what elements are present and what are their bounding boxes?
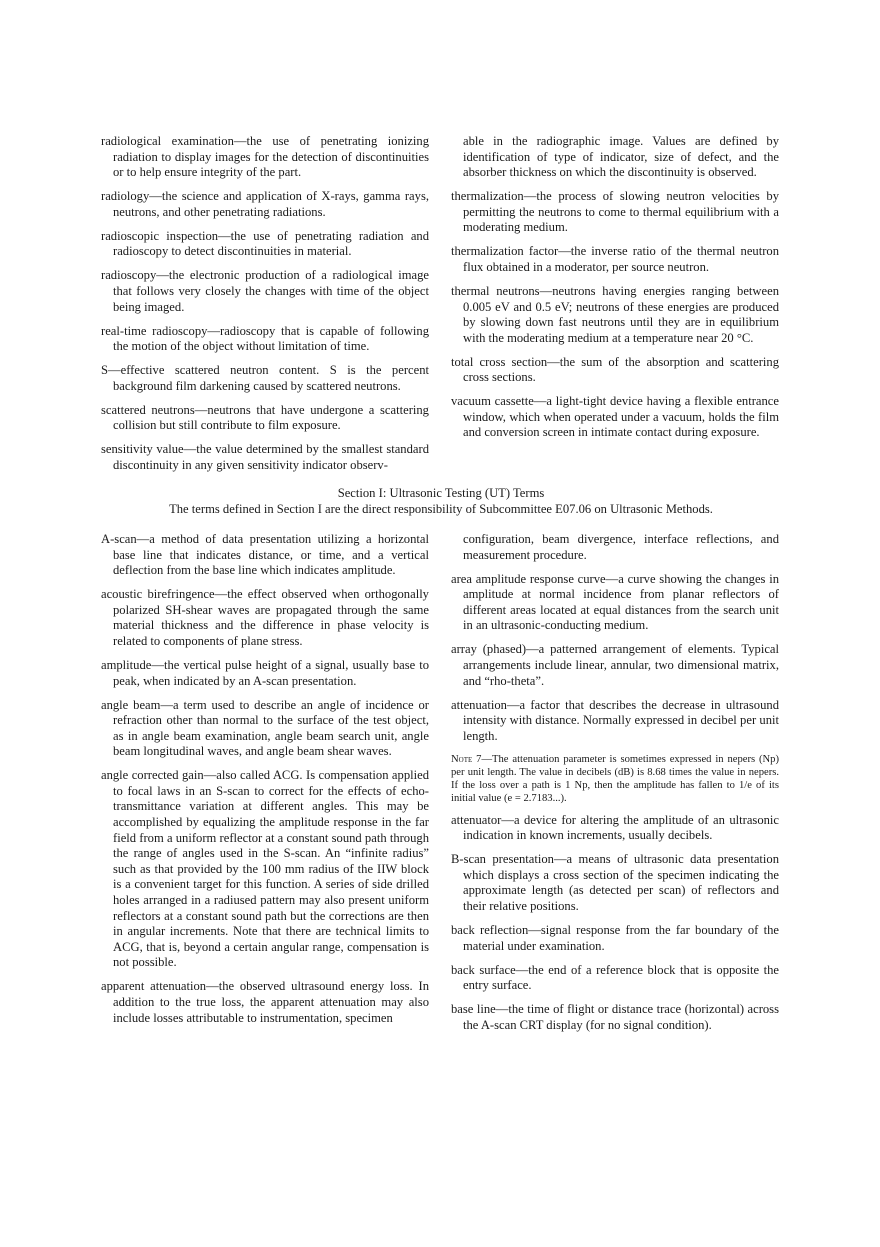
entry-definition: a means of ultrasonic data presentation which displays a cross section of the specimen indicating the approximate length (as detected per scan) of reflectors and their relative positions. [463,852,780,914]
entry-definition: also called ACG. Is compensation applied to focal laws in an S-scan to correct for the effects of echo-transmittance variation at different angles. This may be accomplished by equalizing the amplitude response in the far field from a uniform reflector at a constant sound path through the range of angles used in the S-scan. An “infinite radius” such as that provided by the 100 mm radius of the IIW block is a convenient target for this function. A series of side drilled holes arranged in a radiused pattern may also present uniform reflectors at a constant sound path but the corrections are then in angular increments. Note that there are technical limits to ACG, that is, beyond a certain angular range, compensation is not possible. [113,768,430,970]
entry-term: back reflection [451,923,529,938]
entry-definition: the science and application of X-rays, gamma rays, neutrons, and other penetrating radiations. [113,189,429,219]
entry-term: real-time radioscopy [101,323,208,338]
entry-definition: signal response from the far boundary of the material under examination. [463,923,779,953]
entry-definition: a light-tight device having a flexible entrance window, which when operated under a vacuum, holds the film and conversion screen in intimate contact during exposure. [463,394,779,440]
entry-term: area amplitude response curve [451,571,606,586]
glossary-entry: real-time radioscopy—radioscopy that is capable of following the motion of the object without limitation of time. [101,323,430,354]
column-bottom-right [451,532,779,1042]
glossary-entry-continuation: configuration, beam divergence, interface reflections, and measurement procedure. [463,532,779,562]
note-label: Note 7 [451,753,482,765]
entry-definition: a factor that describes the decrease in ultrasound intensity with distance. Normally expressed in decibel per unit length. [463,697,779,743]
entry-definition: the use of penetrating ionizing radiation to display images for the detection of discontinuities or to help ensure integrity of the part. [113,134,430,180]
entry-term: attenuator [451,812,502,827]
entry-term: scattered neutrons [101,402,195,417]
column-top-left [101,134,429,482]
entry-term: angle beam [101,697,161,712]
section-subtitle: The terms defined in Section I are the direct responsibility of Subcommittee E07.06 on Ultrasonic Methods. [169,501,713,516]
glossary-entry: attenuation—a factor that describes the decrease in ultrasound intensity with distance. Normally expressed in decibel per unit length. [451,697,779,743]
glossary-entry: total cross section—the sum of the absorption and scattering cross sections. [451,354,779,385]
entry-definition: neutrons having energies ranging between 0.005 eV and 0.5 eV; neutrons of these energies are produced by slowing down fast neutrons until they are in equilibrium with the moderating medium at a temperature near 20 °C. [463,283,779,345]
glossary-entry: thermalization factor—the inverse ratio of the thermal neutron flux obtained in a moderator, per source neutron. [451,244,779,274]
glossary-entry: S—effective scattered neutron content. S is the percent background film darkening caused by scattered neutrons. [101,363,429,393]
glossary-entry: back reflection—signal response from the far boundary of the material under examination. [451,923,779,953]
glossary-entry: base line—the time of flight or distance trace (horizontal) across the A-scan CRT display (for no signal condition). [451,1002,779,1032]
entry-definition: the inverse ratio of the thermal neutron flux obtained in a moderator, per source neutron. [463,244,779,274]
entry-term: acoustic birefringence [101,587,215,602]
glossary-entry: angle beam—a term used to describe an angle of incidence or refraction other than normal to the surface of the test object, as in angle beam examination, angle beam search unit, angle beam longitudinal waves, and angle beam shear waves. [101,697,429,759]
note: Note 7—The attenuation parameter is sometimes expressed in nepers (Np) per unit length. The value in decibels (dB) is 8.68 times the value in nepers. If the loss over a path is 1 Np, then the amplitude has fallen to 1/e of its initial value (e = 2.7183...). [451,753,780,804]
section-heading [101,486,781,517]
entry-term: S [101,363,109,378]
entry-term: apparent attenuation [101,979,207,994]
entry-term: total cross section [451,354,548,369]
entry-term: thermal neutrons [451,283,540,298]
column-top-right [451,134,779,449]
section-title: Section I: Ultrasonic Testing (UT) Terms [337,486,545,500]
glossary-entry: back surface—the end of a reference block that is opposite the entry surface. [451,962,780,993]
entry-term: radiology [101,189,150,204]
glossary-entry: angle corrected gain—also called ACG. Is compensation applied to focal laws in an S-scan to correct for the effects of echo-transmittance variation at different angles. This may be accomplished by equalizing the amplitude response in the far field from a uniform reflector at a constant sound path through the range of angles used in the S-scan. An “infinite radius” such as that provided by the 100 mm radius of the IIW block is a convenient target for this function. A series of side drilled holes arranged in a radiused pattern may also present uniform reflectors at a constant sound path but the corrections are then in angular increments. Note that there are technical limits to ACG, that is, beyond a certain angular range, compensation is not possible. [101,768,430,970]
entry-definition: a patterned arrangement of elements. Typical arrangements include linear, annular, two dimensional matrix, and “rho-theta”. [463,642,780,688]
entry-term: amplitude [101,657,152,672]
entry-definition: the vertical pulse height of a signal, usually base to peak, when indicated by an A-scan presentation. [113,657,429,688]
entry-definition: the time of flight or distance trace (horizontal) across the A-scan CRT display (for no signal condition). [463,1002,779,1032]
entry-term: radioscopy [101,268,157,283]
entry-definition: effective scattered neutron content. S is the percent background film darkening caused by scattered neutrons. [113,363,429,393]
entry-definition: the value determined by the smallest standard discontinuity in any given sensitivity indicator observ- [113,442,429,472]
entry-term: array (phased) [451,642,527,657]
glossary-entry: scattered neutrons—neutrons that have undergone a scattering collision but still contribute to film exposure. [101,402,429,433]
entry-term: angle corrected gain [101,768,204,783]
entry-definition: the use of penetrating radiation and radioscopy to detect discontinuities in material. [113,228,430,259]
entry-definition: a curve showing the changes in amplitude at normal incidence from planar reflectors of different areas located at equal distances from the search unit in an ultrasonic-conducting medium. [463,571,779,633]
entry-definition: the sum of the absorption and scattering cross sections. [463,354,779,385]
entry-term: B-scan presentation [451,852,554,867]
entry-definition: a device for altering the amplitude of an ultrasonic indication in known increments, usually decibels. [463,812,779,843]
entry-definition: the electronic production of a radiological image that follows very closely the changes with time of the object being imaged. [113,268,429,314]
glossary-entry-continuation: able in the radiographic image. Values are defined by identification of type of indicator, size of defect, and the absorber thickness on which the discontinuity is observed. [463,134,779,180]
entry-term: attenuation [451,697,507,712]
entry-definition: the process of slowing neutron velocities by permitting the neutrons to come to thermal equilibrium with a moderating medium. [463,189,779,235]
entry-definition: a method of data presentation utilizing a horizontal base line that indicates distance, or time, and a vertical deflection from the base line which indicates amplitude. [113,532,429,578]
glossary-entry: radiology—the science and application of X-rays, gamma rays, neutrons, and other penetrating radiations. [101,189,429,219]
entry-definition: a term used to describe an angle of incidence or refraction other than normal to the surface of the test object, as in angle beam examination, angle beam search unit, angle beam longitudinal waves, and angle beam shear waves. [113,697,429,759]
entry-term: radiological examination [101,134,234,148]
entry-term: sensitivity value [101,442,184,457]
glossary-entry: thermalization—the process of slowing neutron velocities by permitting the neutrons to come to thermal equilibrium with a moderating medium. [451,189,779,235]
entry-term: thermalization [451,189,524,204]
entry-definition: neutrons that have undergone a scattering collision but still contribute to film exposure. [113,402,429,433]
entry-term: thermalization factor [451,244,559,259]
glossary-entry: radiological examination—the use of penetrating ionizing radiation to display images for the detection of discontinuities or to help ensure integrity of the part. [101,134,430,180]
entry-term: vacuum cassette [451,394,534,409]
glossary-entry: amplitude—the vertical pulse height of a signal, usually base to peak, when indicated by an A-scan presentation. [101,657,429,688]
glossary-entry: thermal neutrons—neutrons having energies ranging between 0.005 eV and 0.5 eV; neutrons of these energies are produced by slowing down fast neutrons until they are in equilibrium with the moderating medium at a temperature near 20 °C. [451,283,779,345]
glossary-entry: vacuum cassette—a light-tight device having a flexible entrance window, which when operated under a vacuum, holds the film and conversion screen in intimate contact during exposure. [451,394,779,440]
column-bottom-left [101,532,429,1035]
glossary-entry: A-scan—a method of data presentation utilizing a horizontal base line that indicates distance, or time, and a vertical deflection from the base line which indicates amplitude. [101,532,429,578]
entry-definition: the end of a reference block that is opposite the entry surface. [463,962,780,993]
glossary-entry: area amplitude response curve—a curve showing the changes in amplitude at normal incidence from planar reflectors of different areas located at equal distances from the search unit in an ultrasonic-conducting medium. [451,571,779,633]
entry-term: A-scan [101,532,137,546]
entry-definition: the effect observed when orthogonally polarized SH-shear waves are propagated through the same material thickness and the difference in phase velocity is related to components of plane stress. [113,587,429,648]
glossary-entry: apparent attenuation—the observed ultrasound energy loss. In addition to the true loss, the apparent attenuation may also include losses attributable to instrumentation, specimen [101,979,429,1025]
glossary-entry: radioscopic inspection—the use of penetrating radiation and radioscopy to detect discontinuities in material. [101,228,430,259]
note-text: The attenuation parameter is sometimes expressed in nepers (Np) per unit length. The value in decibels (dB) is 8.68 times the value in nepers. If the loss over a path is 1 Np, then the amplitude has fallen to 1/e of its initial value (e = 2.7183...). [451,753,780,804]
glossary-entry: acoustic birefringence—the effect observed when orthogonally polarized SH-shear waves are propagated through the same material thickness and the difference in phase velocity is related to components of plane stress. [101,587,429,648]
entry-definition: radioscopy that is capable of following the motion of the object without limitation of time. [113,323,430,354]
glossary-entry: array (phased)—a patterned arrangement of elements. Typical arrangements include linear, annular, two dimensional matrix, and “rho-theta”. [451,642,780,688]
entry-term: back surface [451,962,516,977]
glossary-entry: sensitivity value—the value determined by the smallest standard discontinuity in any given sensitivity indicator observ- [101,442,429,472]
glossary-entry: radioscopy—the electronic production of a radiological image that follows very closely the changes with time of the object being imaged. [101,268,429,314]
entry-definition: the observed ultrasound energy loss. In addition to the true loss, the apparent attenuation may also include losses attributable to instrumentation, specimen [113,979,429,1025]
entry-term: base line [451,1002,496,1017]
entry-term: radioscopic inspection [101,228,219,243]
glossary-entry: B-scan presentation—a means of ultrasonic data presentation which displays a cross section of the specimen indicating the approximate length (as detected per scan) of reflectors and their relative positions. [451,852,780,914]
glossary-entry: attenuator—a device for altering the amplitude of an ultrasonic indication in known increments, usually decibels. [451,812,779,843]
